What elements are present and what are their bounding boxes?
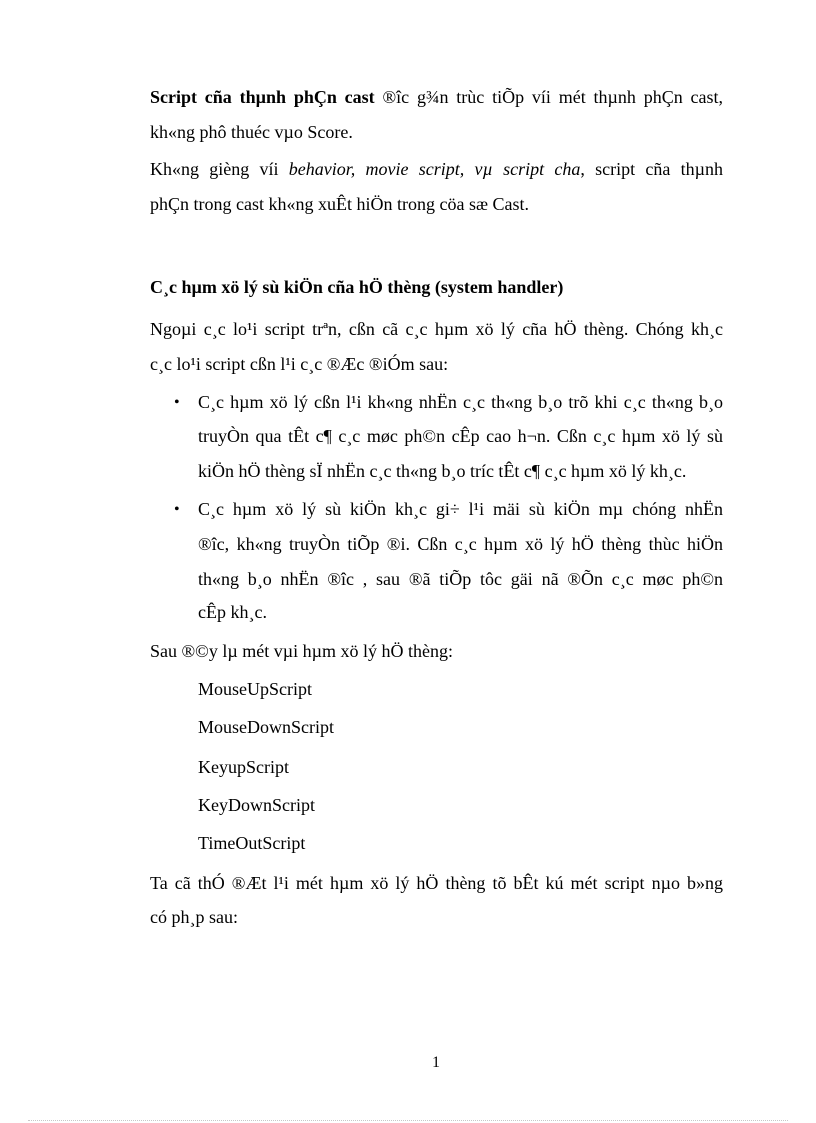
paragraph-4-line-1: Ta cã thÓ ®Æt l¹i mét hµm xö lý hÖ thèng tõ bÊt kú mét script nµo b»ng (150, 873, 723, 893)
handler-name: TimeOutScript (198, 833, 306, 853)
paragraph-1-line-2: kh«ng phô thuéc vµo Score. (150, 122, 353, 142)
bullet-2-line-3: th«ng b¸o nhËn ®îc , sau ®ã tiÕp tôc gäi nã ®Õn c¸c møc ph©n (198, 569, 723, 589)
bullet-1-line-3: kiÖn hÖ thèng sÏ nhËn c¸c th«ng b¸o tríc tÊt c¶ c¸c hµm xö lý kh¸c. (198, 461, 687, 481)
bullet-marker: • (174, 394, 180, 411)
bullet-1-line-2: truyÒn qua tÊt c¶ c¸c møc ph©n cÊp cao h¬n. Cßn c¸c hµm xö lý sù (198, 426, 723, 446)
page-number: 1 (432, 1054, 440, 1071)
paragraph-4-line-2: có ph¸p sau: (150, 907, 238, 927)
bullet-2-line-2: ®îc, kh«ng truyÒn tiÕp ®i. Cßn c¸c hµm xö lý hÖ thèng thùc hiÖn (198, 534, 723, 554)
bullet-2-line-1: C¸c hµm xö lý sù kiÖn kh¸c gi÷ l¹i mäi sù kiÖn mµ chóng nhËn (198, 499, 723, 519)
bullet-2-line-4: cÊp kh¸c. (198, 602, 267, 622)
handler-name: MouseDownScript (198, 717, 334, 737)
handler-name: KeyDownScript (198, 795, 315, 815)
paragraph-2-line-2: phÇn trong cast kh«ng xuÊt hiÖn trong cöa sæ Cast. (150, 194, 529, 214)
handler-list-intro: Sau ®©y lµ mét vµi hµm xö lý hÖ thèng: (150, 641, 453, 661)
paragraph-1-line-1 (150, 86, 723, 108)
paragraph-2-italic: behavior, movie script, vµ script cha (288, 159, 581, 179)
bullet-marker: • (174, 501, 180, 518)
handler-name: KeyupScript (198, 757, 289, 777)
paragraph-3-line-2: c¸c lo¹i script cßn l¹i c¸c ®Æc ®iÓm sau: (150, 354, 449, 374)
bullet-1-line-1: C¸c hµm xö lý cßn l¹i kh«ng nhËn c¸c th«ng b¸o trõ khi c¸c th«ng b¸o (198, 392, 723, 412)
paragraph-1-line-1-rest: ®îc g¾n trùc tiÕp víi mét thµnh phÇn cast, (374, 87, 723, 107)
paragraph-2-line-1 (150, 158, 723, 180)
paragraph-2-end: , script cña thµnh (580, 159, 723, 179)
paragraph-3-line-1: Ngoµi c¸c lo¹i script trªn, cßn cã c¸c hµm xö lý cña hÖ thèng. Chóng kh¸c (150, 319, 723, 339)
page-bottom-divider (28, 1120, 788, 1121)
paragraph-1-bold-lead: Script cña thµnh phÇn cast (150, 87, 375, 107)
paragraph-2-start: Kh«ng gièng víi (150, 159, 289, 179)
section-heading: C¸c hµm xö lý sù kiÖn cña hÖ thèng (system handler) (150, 277, 564, 297)
handler-name: MouseUpScript (198, 679, 312, 699)
